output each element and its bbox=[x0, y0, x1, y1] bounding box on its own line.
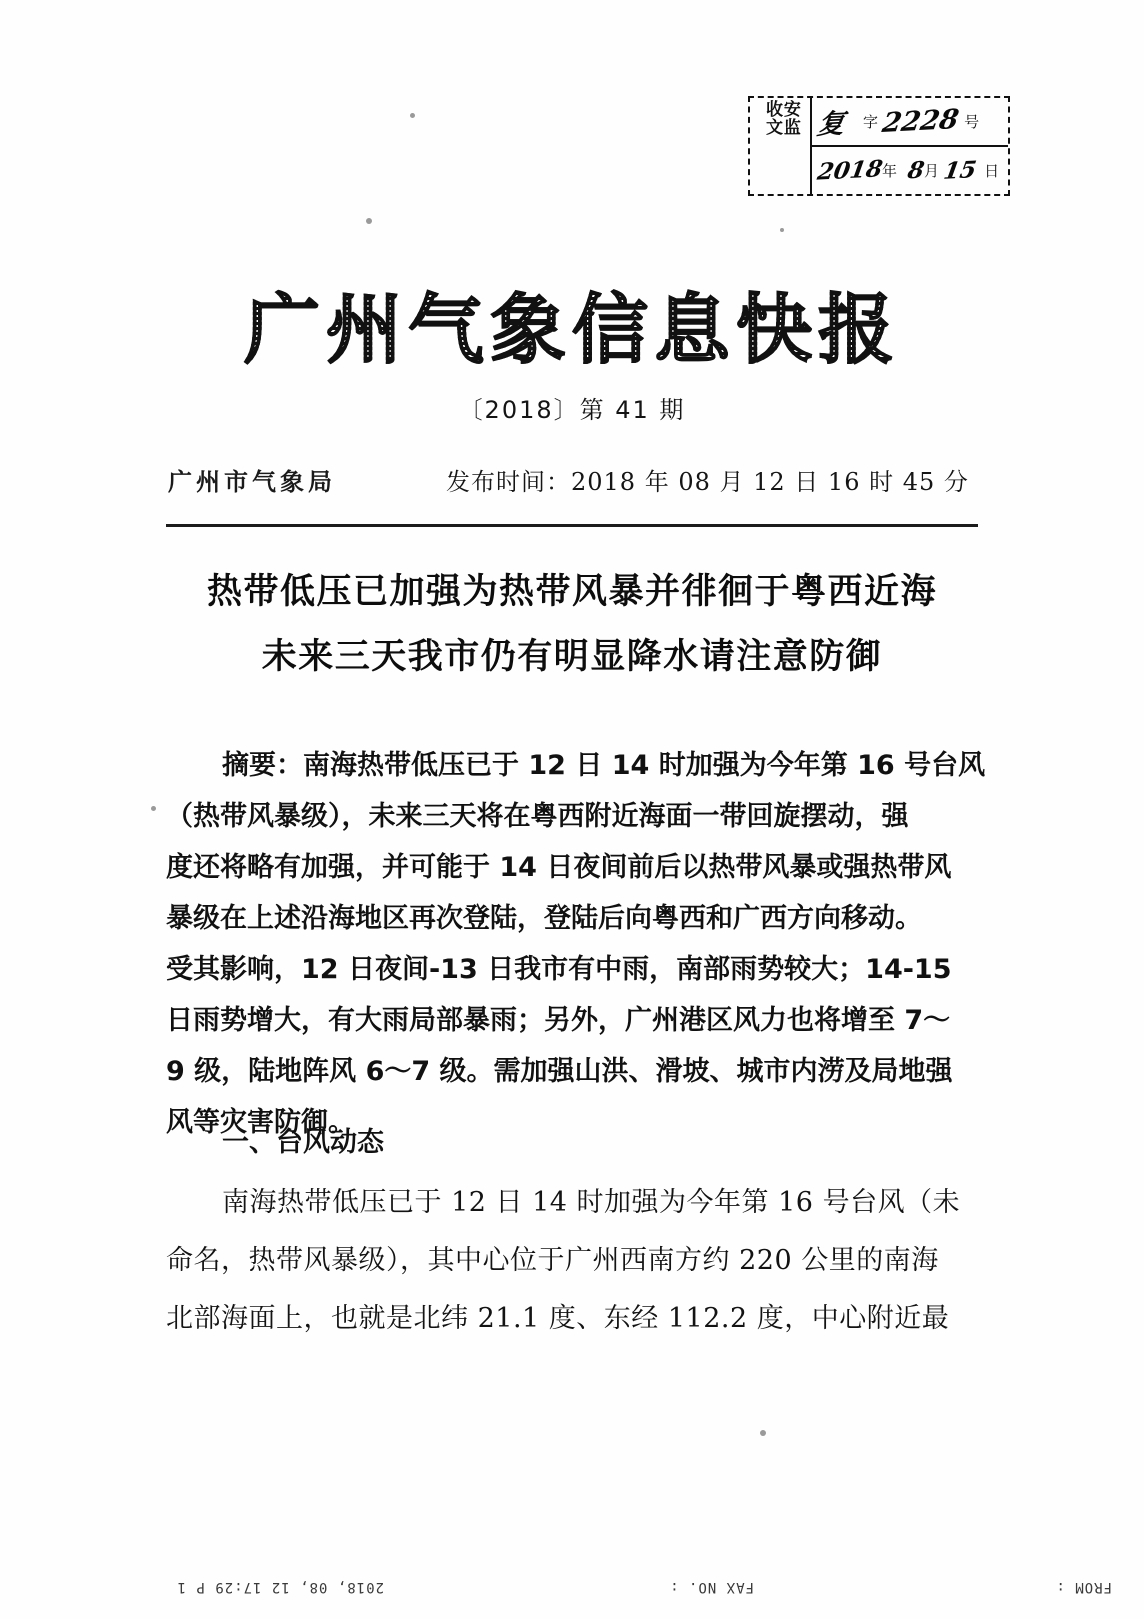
scan-speckle bbox=[780, 228, 784, 232]
release-time: 发布时间：2018 年 08 月 12 日 16 时 45 分 bbox=[446, 468, 969, 496]
abstract-line: 度还将略有加强，并可能于 14 日夜间前后以热带风暴或强热带风 bbox=[166, 852, 952, 883]
abstract-line: （热带风暴级），未来三天将在粤西附近海面一带回旋摆动，强 bbox=[166, 801, 909, 832]
receipt-stamp-nian-label: 年 bbox=[882, 162, 899, 180]
headline bbox=[0, 560, 1144, 690]
fax-footer bbox=[0, 1569, 1144, 1595]
fax-timestamp: 2018, 08, 12 17:29 P 1 bbox=[176, 1579, 384, 1595]
abstract-line: 9 级，陆地阵风 6～7 级。需加强山洪、滑坡、城市内涝及局地强 bbox=[166, 1056, 953, 1087]
receipt-stamp-zi-label: 字 bbox=[863, 113, 880, 131]
scan-speckle bbox=[760, 1430, 766, 1436]
section-body bbox=[166, 1174, 982, 1348]
section-line: 命名，热带风暴级），其中心位于广州西南方约 220 公里的南海 bbox=[166, 1245, 939, 1276]
section-heading: 一、台风动态 bbox=[222, 1127, 384, 1158]
receipt-stamp-hao-label: 号 bbox=[964, 113, 981, 131]
issue-number: 〔2018〕第 41 期 bbox=[458, 396, 686, 424]
receipt-stamp-ri-label: 日 bbox=[984, 162, 1001, 180]
section-line: 北部海面上，也就是北纬 21.1 度、东经 112.2 度，中心附近最 bbox=[166, 1303, 950, 1334]
receipt-stamp-yue-label: 月 bbox=[924, 162, 941, 180]
receipt-stamp-prefix-handwriting: 复 bbox=[814, 108, 848, 141]
scan-speckle bbox=[151, 806, 156, 811]
receipt-stamp-agency-col2: 收文 bbox=[762, 100, 782, 136]
receipt-stamp-number-row bbox=[812, 98, 1008, 147]
abstract-line: 摘要：南海热带低压已于 12 日 14 时加强为今年第 16 号台风 bbox=[222, 750, 986, 781]
headline-line-1: 热带低压已加强为热带风暴并徘徊于粤西近海 bbox=[206, 572, 937, 612]
receipt-stamp-number-handwriting: 2228 bbox=[880, 104, 962, 139]
receipt-stamp bbox=[748, 96, 1010, 196]
section-typhoon-dynamics bbox=[166, 1118, 982, 1348]
receipt-stamp-date-row bbox=[812, 147, 1008, 194]
section-line: 南海热带低压已于 12 日 14 时加强为今年第 16 号台风（未 bbox=[222, 1187, 961, 1218]
receipt-stamp-month-handwriting: 8 bbox=[905, 156, 927, 185]
receipt-stamp-year-handwriting: 2018 bbox=[815, 155, 885, 186]
abstract-line: 受其影响，12 日夜间-13 日我市有中雨，南部雨势较大；14-15 bbox=[166, 954, 952, 985]
abstract-line: 暴级在上述沿海地区再次登陆，登陆后向粤西和广西方向移动。 bbox=[166, 903, 922, 934]
header-divider bbox=[166, 524, 978, 527]
abstract-line: 风等灾害防御。 bbox=[166, 1107, 355, 1138]
abstract-paragraph bbox=[166, 740, 986, 1148]
receipt-stamp-agency bbox=[750, 98, 812, 194]
receipt-stamp-day-handwriting: 15 bbox=[941, 156, 979, 185]
fax-from-label: FROM : bbox=[1055, 1579, 1112, 1595]
byline bbox=[0, 462, 1144, 502]
receipt-stamp-fields bbox=[812, 98, 1008, 194]
issuing-agency: 广州市气象局 bbox=[168, 467, 336, 496]
headline-line-2: 未来三天我市仍有明显降水请注意防御 bbox=[261, 636, 883, 677]
abstract-line: 日雨势增大，有大雨局部暴雨；另外，广州港区风力也将增至 7～ bbox=[166, 1005, 951, 1036]
receipt-stamp-agency-col1: 安监 bbox=[779, 100, 800, 136]
page-title: 广州气象信息快报 bbox=[0, 292, 1144, 368]
fax-number-label: FAX NO. : bbox=[669, 1579, 754, 1595]
scan-speckle bbox=[366, 218, 372, 224]
scan-speckle bbox=[410, 113, 415, 118]
masthead bbox=[0, 285, 1144, 425]
